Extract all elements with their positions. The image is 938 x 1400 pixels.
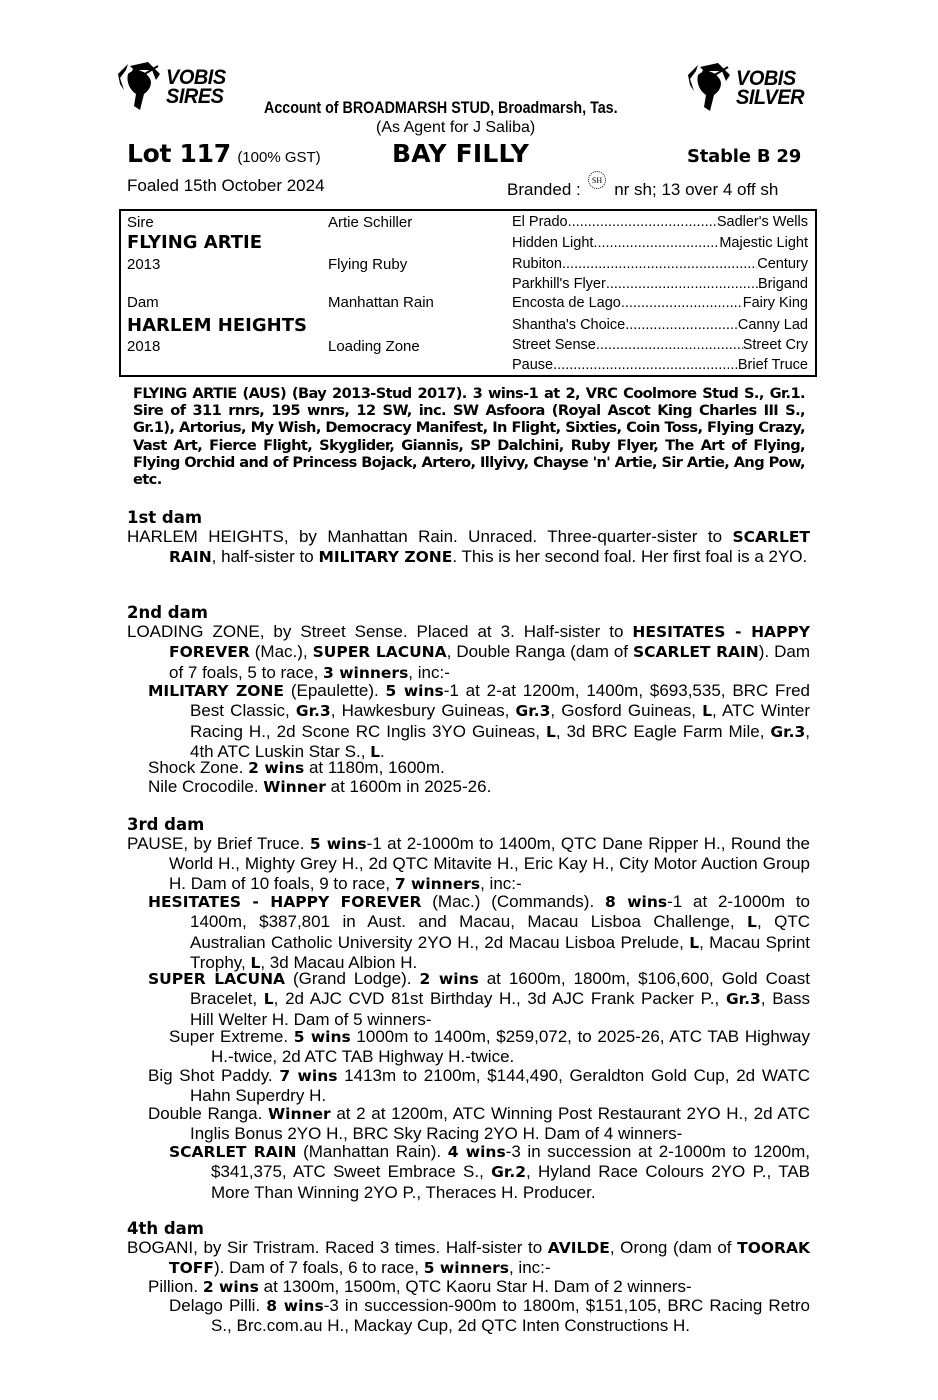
gg-sire: Brigand bbox=[758, 276, 808, 292]
grandsire-paternal: Artie Schiller bbox=[328, 214, 413, 231]
gg-name: Street Sense bbox=[512, 337, 596, 353]
lot-label: Lot 117 bbox=[127, 139, 231, 168]
great-grandparent-row bbox=[512, 256, 808, 272]
scarlet-rain-record: SCARLET RAIN (Manhattan Rain). 4 wins-3 in succession at 2-1000m to 1200m, $341,375, ATC Sweet Embrace S., Gr.2, Hyland Race Colours 2YO P., TAB More Than Winning 2YO P., Theraces H. Producer. bbox=[169, 1142, 811, 1202]
first-dam-text: HARLEM HEIGHTS, by Manhattan Rain. Unraced. Three-quarter-sister to SCARLET RAIN, half-sister to MILITARY ZONE. This is her second foal. Her first foal is a 2YO. bbox=[127, 527, 810, 567]
vobis-silver-logo bbox=[684, 61, 808, 115]
grandsire-maternal: Manhattan Rain bbox=[328, 294, 434, 311]
double-ranga-record: Double Ranga. Winner at 2 at 1200m, ATC Winning Post Restaurant 2YO H., 2d ATC Inglis Bonus 2YO H., BRC Sky Racing 2YO H. Dam of 4 winners- bbox=[148, 1104, 811, 1144]
gg-name: Encosta de Lago bbox=[512, 295, 621, 311]
great-grandparent-row bbox=[512, 317, 808, 333]
great-grandparent-row bbox=[512, 295, 808, 311]
pillion-record: Pillion. 2 wins at 1300m, 1500m, QTC Kaoru Star H. Dam of 2 winners- bbox=[148, 1277, 692, 1296]
gg-name: Shantha's Choice bbox=[512, 317, 626, 333]
logo-right-line1: VOBIS bbox=[736, 67, 796, 90]
granddam-paternal: Flying Ruby bbox=[328, 256, 408, 273]
sh-brand-icon bbox=[585, 170, 609, 190]
military-zone-record: MILITARY ZONE (Epaulette). 5 wins-1 at 2-at 1200m, 1400m, $693,535, BRC Fred Best Classic, Gr.3, Hawkesbury Guineas, Gr.3, Gosford Guineas, L, ATC Winter Racing H., 2d Scone RC Inglis 3YO Guineas, L, 3d BRC Eagle Farm Mile, Gr.3, 4th ATC Luskin Star S., L. bbox=[148, 681, 811, 762]
granddam-maternal: Loading Zone bbox=[328, 338, 420, 355]
dam-label: Dam bbox=[127, 294, 159, 311]
gg-name: Rubiton bbox=[512, 256, 562, 272]
gg-sire: Century bbox=[757, 256, 808, 272]
gg-name: El Prado bbox=[512, 214, 568, 230]
great-grandparent-row bbox=[512, 357, 808, 373]
logo-right-line2: SILVER bbox=[736, 86, 805, 109]
sire-name: FLYING ARTIE bbox=[127, 232, 263, 253]
gg-name: Parkhill's Flyer bbox=[512, 276, 606, 292]
gg-name: Hidden Light bbox=[512, 235, 594, 251]
agent-line: (As Agent for J Saliba) bbox=[376, 119, 536, 136]
great-grandparent-row bbox=[512, 276, 808, 292]
gg-sire: Canny Lad bbox=[737, 317, 808, 333]
third-dam-text: PAUSE, by Brief Truce. 5 wins-1 at 2-1000m to 1400m, QTC Dane Ripper H., Round the World H., Mighty Grey H., 2d QTC Mitavite H., Eric Kay H., City Motor Auction Group H. Dam of 10 foals, 9 to race, 7 winners, inc:- bbox=[127, 834, 811, 893]
second-dam-heading: 2nd dam bbox=[127, 603, 208, 622]
shock-zone-record: Shock Zone. 2 wins at 1180m, 1600m. bbox=[148, 758, 445, 777]
gg-sire: Fairy King bbox=[742, 295, 808, 311]
vobis-sires-logo bbox=[114, 60, 229, 114]
pedigree-table bbox=[119, 209, 817, 377]
super-extreme-record: Super Extreme. 5 wins 1000m to 1400m, $259,072, to 2025-26, ATC TAB Highway H.-twice, 2d ATC TAB Highway H.-twice. bbox=[169, 1027, 811, 1067]
vendor-account: Account of BROADMARSH STUD, Broadmarsh, Tas. bbox=[264, 98, 618, 117]
sire-label: Sire bbox=[127, 214, 154, 231]
second-dam-text: LOADING ZONE, by Street Sense. Placed at 3. Half-sister to HESITATES - HAPPY FOREVER (Mac.), SUPER LACUNA, Double Ranga (dam of SCARLET RAIN). Dam of 7 foals, 5 to race, 3 winners, inc:- bbox=[127, 622, 811, 682]
horse-jockey-icon bbox=[684, 61, 734, 115]
stable-location: Stable B 29 bbox=[687, 146, 802, 167]
foaled-date: Foaled 15th October 2024 bbox=[127, 176, 325, 195]
dam-year: 2018 bbox=[127, 338, 161, 355]
gg-name: Pause bbox=[512, 357, 554, 373]
fourth-dam-text: BOGANI, by Sir Tristram. Raced 3 times. Half-sister to AVILDE, Orong (dam of TOORAK TOFF). Dam of 7 foals, 6 to race, 5 winners, inc:- bbox=[127, 1238, 810, 1278]
gg-sire: Sadler's Wells bbox=[716, 214, 808, 230]
big-shot-paddy-record: Big Shot Paddy. 7 wins 1413m to 2100m, $144,490, Geraldton Gold Cup, 2d WATC Hahn Superdry H. bbox=[148, 1066, 810, 1106]
brand-description bbox=[507, 176, 778, 200]
nile-crocodile-record: Nile Crocodile. Winner at 1600m in 2025-26. bbox=[148, 777, 492, 796]
delago-pilli-record: Delago Pilli. 8 wins-3 in succession-900m to 1800m, $151,105, BRC Racing Retro S., Brc.com.au H., Mackay Cup, 2d QTC Inten Constructions H. bbox=[169, 1296, 810, 1336]
gg-sire: Majestic Light bbox=[719, 235, 808, 251]
brand-marks: nr sh; 13 over 4 off sh bbox=[614, 180, 779, 199]
great-grandparent-row bbox=[512, 214, 808, 230]
third-dam-heading: 3rd dam bbox=[127, 815, 205, 834]
hesitates-record: HESITATES - HAPPY FOREVER (Mac.) (Commands). 8 wins-1 at 2-1000m to 1400m, $387,801 in Aust. and Macau, Macau Lisboa Challenge, L, QTC Australian Catholic University 2YO H., 2d Macau Lisboa Prelude, L, Macau Sprint Trophy, L, 3d Macau Albion H. bbox=[148, 892, 811, 973]
fourth-dam-heading: 4th dam bbox=[127, 1219, 204, 1238]
logo-left-line1: VOBIS bbox=[166, 66, 226, 89]
super-lacuna-record: SUPER LACUNA (Grand Lodge). 2 wins at 1600m, 1800m, $106,600, Gold Coast Bracelet, L, 2d AJC CVD 81st Birthday H., 3d AJC Frank Packer P., Gr.3, Bass Hill Welter H. Dam of 5 winners- bbox=[148, 969, 810, 1029]
logo-left-line2: SIRES bbox=[166, 85, 224, 108]
sire-year: 2013 bbox=[127, 256, 161, 273]
first-dam-heading: 1st dam bbox=[127, 508, 203, 527]
gg-sire: Street Cry bbox=[742, 337, 808, 353]
great-grandparent-row bbox=[512, 337, 808, 353]
great-grandparent-row bbox=[512, 235, 808, 251]
sire-summary: FLYING ARTIE (AUS) (Bay 2013-Stud 2017). 3 wins-1 at 2, VRC Coolmore Stud S., Gr.1. Sire of 311 rnrs, 195 wnrs, 12 SW, inc. SW Asfoora (Royal Ascot King Charles III S., Gr.1), Artorius, My Wish, Democracy Manifest, In Flight, Sixties, Coin Toss, Flying Crazy, Vast Art, Fierce Flight, Skyglider, Giannis, SP Dalchini, Ruby Flyer, The Art of Flying, Flying Orchid and of Princess Bojack, Artero, Illyivy, Chayse 'n' Artie, Sir Artie, Ang Pow, etc. bbox=[133, 385, 805, 489]
dam-name: HARLEM HEIGHTS bbox=[127, 315, 307, 336]
lot-number bbox=[127, 139, 321, 168]
gg-sire: Brief Truce bbox=[737, 357, 808, 373]
horse-description: BAY FILLY bbox=[392, 139, 530, 168]
svg-text:SH: SH bbox=[592, 176, 603, 185]
horse-jockey-icon bbox=[114, 60, 164, 114]
gst-note: (100% GST) bbox=[237, 149, 321, 166]
branded-label: Branded : bbox=[507, 180, 581, 199]
